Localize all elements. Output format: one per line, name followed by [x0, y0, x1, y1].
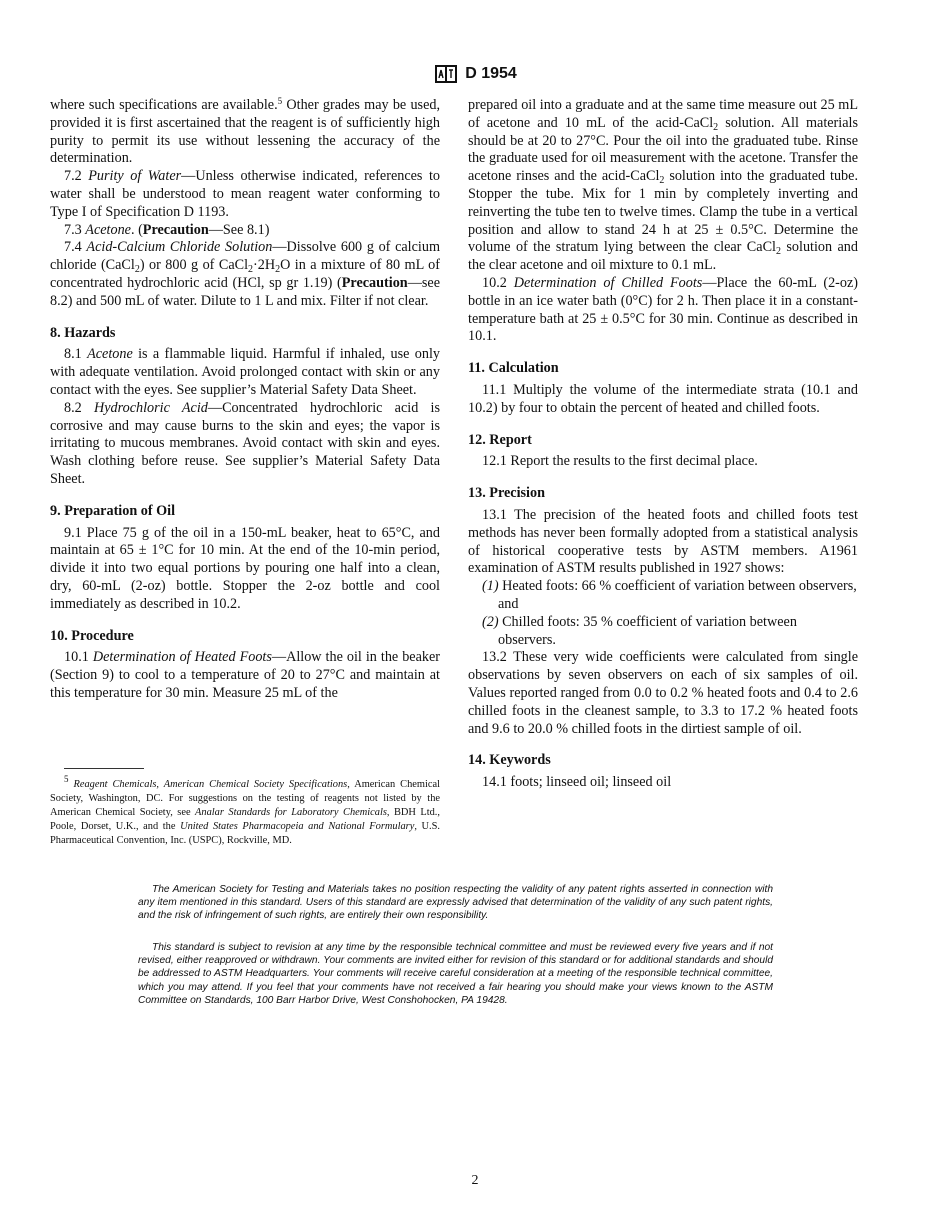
section-13-1: 13.1 The precision of the heated foots and chilled foots test methods has never been formally adopted from a statistical analysis of historical cooperative tests by ASTM members. A1961 examination of ASTM results published in 1927 shows:: [468, 506, 858, 577]
heading-keywords: 14. Keywords: [468, 752, 551, 769]
right-column: [468, 97, 858, 792]
patent-notice: The American Society for Testing and Materials takes no position respecting the validity of any patent rights asserted in connection with any item mentioned in this standard. Users of this standard are expressly advised that determination of the validity of any such patent rights, and the risk of infringement of such rights, are entirely their own responsibility.: [138, 884, 773, 922]
footnote: $^5$ Reagent Chemicals, American Chemical Society Specifications, American Chemical Society, Washington, DC. For suggestions on the testing of reagents not listed by the American Chemical Society, see Analar Standards for Laboratory Chemicals, BDH Ltd., Poole, Dorset, U.K., and the United States Pharmacopeia and National Formulary, U.S. Pharmaceutical Convention, Inc. (USPC), Rockville, MD.: [50, 774, 440, 846]
section-14-1: 14.1 foots; linseed oil; linseed oil: [482, 774, 672, 791]
astm-logo-icon: [433, 64, 459, 84]
section-10-1: 10.1 Determination of Heated Foots—Allow the oil in the beaker (Section 9) to cool to a temperature of 20 to 27°C and maintain at this temperature for 30 min. Measure 25 mL of the: [50, 649, 441, 701]
section-7-3: 7.3 Acetone. (Precaution—See 8.1): [64, 221, 270, 238]
footnote-ref: 5: [277, 96, 283, 106]
section-8-2: 8.2 Hydrochloric Acid—Concentrated hydrochloric acid is corrosive and may cause burns to the skin and eyes; the vapor is irritating to mucous membranes. Avoid contact with skin and eyes. Wash clothing before reuse. See supplier’s Material Safety Data Sheet.: [50, 399, 441, 487]
standard-designation: D 1954: [465, 65, 517, 82]
section-13-2: 13.2 These very wide coefficients were calculated from single observations by seven observers on each of six samples of oil. Values reported ranged from 0.0 to 0.2 % heated foots and 0.4 to 2.6 chilled foots in the cleanest sample, to 3.3 to 17.2 % heated foots and 9.6 to 20.0 % chilled foots in the dirtiest sample of oil.: [468, 649, 858, 737]
section-8-1: 8.1 Acetone is a flammable liquid. Harmful if inhaled, use only with adequate ventilation. Avoid prolonged contact with skin or any contact with the eyes. See supplier’s Material Safety Data Sheet.: [50, 346, 441, 398]
section-9-1: 9.1 Place 75 g of the oil in a 150-mL beaker, heat to 65°C, and maintain at 65 ± 1°C for 10 min. At the end of the 10-min period, divide it into two equal portions by pouring one half into a clean, dry, 60-mL (2-oz) bottle. Stopper the 2-oz bottle and cool immediately as described in 10.2.: [50, 524, 440, 612]
section-10-2: 10.2 Determination of Chilled Foots—Place the 60-mL (2-oz) bottle in an ice water bath (0°C) for 2 h. Then place it in a constant-temperature bath at 25 ± 0.5°C for 30 min. Continue as described in 10.1.: [468, 274, 858, 345]
section-10-1-continued: prepared oil into a graduate and at the same time measure out 25 mL of acetone and 10 mL of the acid-CaCl$_2$ solution. All materials should be at 20 to 27°C. Pour the oil into the graduated tube. Rinse the graduate used for oil measurement with the acetone. Transfer the acetone rinses and the acid-CaCl$_2$ solution into the graduated tube. Stopper the tube. Mix for 1 min by completely inverting and reinverting the tube ten to twelve times. Clamp the tube in a vertical position and allow to stand 24 h at 25 ± 0.5°C. Determine the volume of the stratum lying between the clear CaCl$_2$ solution and the clear acetone and oil mixture to 0.1 mL.: [468, 97, 858, 274]
section-7-2: 7.2 Purity of Water—Unless otherwise indicated, references to water shall be understood to mean reagent water conforming to Type I of Specification D 1193.: [50, 168, 440, 220]
heading-hazards: 8. Hazards: [50, 324, 116, 341]
section-12-1: 12.1 Report the results to the first decimal place.: [482, 453, 758, 470]
left-column: [50, 97, 440, 703]
heading-procedure: 10. Procedure: [50, 627, 134, 644]
heading-preparation-of-oil: 9. Preparation of Oil: [50, 502, 176, 519]
list-item: (1) Heated foots: 66 % coefficient of variation between observers, and: [482, 578, 857, 612]
section-7-4: 7.4 Acid-Calcium Chloride Solution—Dissolve 600 g of calcium chloride (CaCl$_2$) or 800 g of $CaCl_2\cdot 2H_2O$ in a mixture of 80 mL of concentrated hydrochloric acid (HCl, sp gr 1.19) (Precaution—see 8.2) and 500 mL of water. Dilute to 1 L and mix. Filter if not clear.: [50, 239, 441, 309]
heading-report: 12. Report: [468, 431, 532, 448]
list-item: (2) Chilled foots: 35 % coefficient of variation between observers.: [482, 613, 797, 648]
heading-precision: 13. Precision: [468, 485, 545, 502]
heading-calculation: 11. Calculation: [468, 360, 559, 377]
page-number: 2: [471, 1173, 479, 1188]
paragraph-continued: where such specifications are available.$^5$ Other grades may be used, provided it is first ascertained that the reagent is of sufficiently high purity to permit its use without lessening the accuracy of the determination.: [50, 96, 441, 167]
footnote-divider: [64, 768, 144, 769]
section-11-1: 11.1 Multiply the volume of the intermediate strata (10.1 and 10.2) by four to obtain the percent of heated and chilled foots.: [468, 381, 858, 416]
page-header: [0, 64, 950, 84]
revision-notice: This standard is subject to revision at any time by the responsible technical committee and must be reviewed every five years and if not revised, either reapproved or withdrawn. Your comments are invited either for revision of this standard or for additional standards and should be addressed to ASTM Headquarters. Your comments will receive careful consideration at a meeting of the responsible technical committee, which you may attend. If you feel that your comments have not received a fair hearing you should make your views known to the ASTM Committee on Standards, 100 Barr Harbor Drive, West Conshohocken, PA 19428.: [138, 942, 773, 1006]
